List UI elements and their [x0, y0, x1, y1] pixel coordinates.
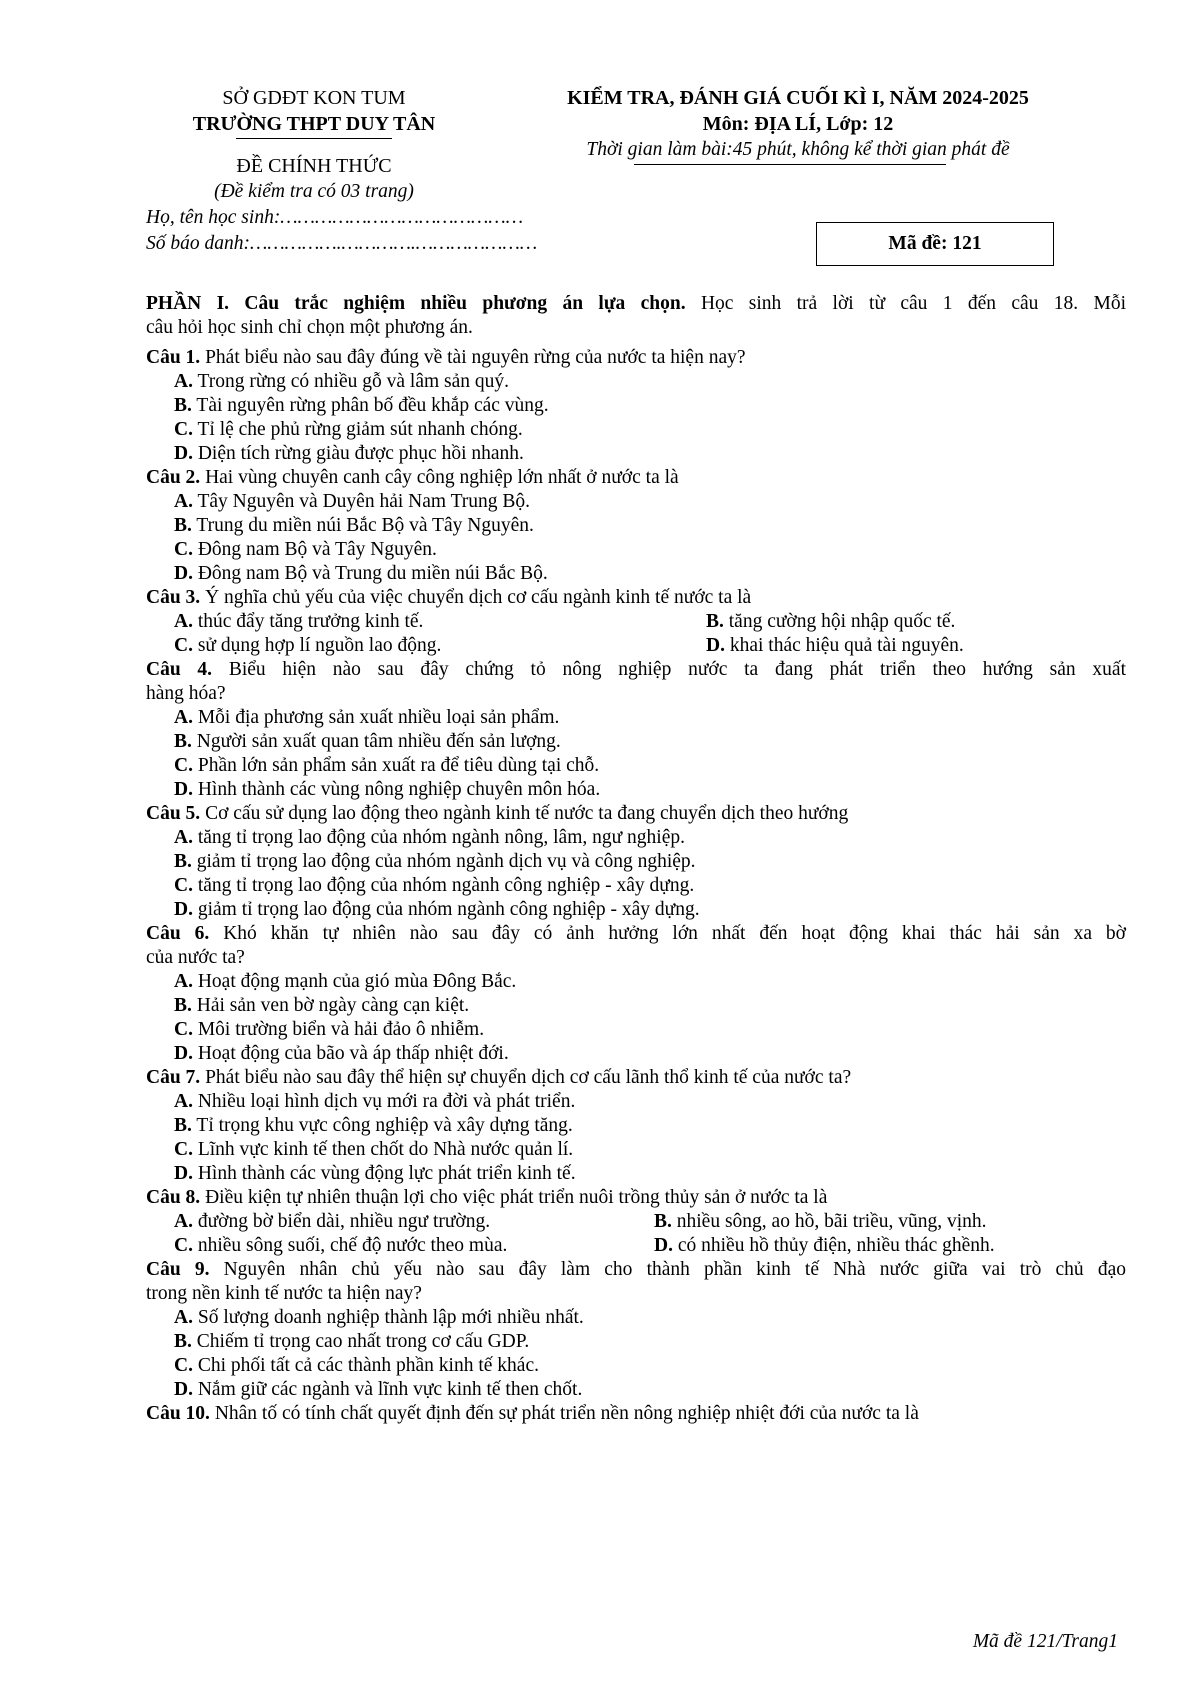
option-a: A. Trong rừng có nhiều gỗ và lâm sản quý. [174, 371, 510, 392]
part1-instructions-line2: câu hỏi học sinh chỉ chọn một phương án. [146, 317, 473, 338]
option-d: D. Diện tích rừng giàu được phục hồi nhanh. [174, 443, 524, 464]
official-label: ĐỀ CHÍNH THỨC [236, 155, 392, 177]
department-name: SỞ GDĐT KON TUM [222, 87, 406, 109]
part1-title: PHẦN I. Câu trắc nghiệm nhiều phương án lựa chọn. [146, 293, 686, 314]
option-c: C. Lĩnh vực kinh tế then chốt do Nhà nước quản lí. [174, 1139, 574, 1160]
question-3: Câu 3. Ý nghĩa chủ yếu của việc chuyển dịch cơ cấu ngành kinh tế nước ta là [146, 587, 752, 608]
option-b: B. tăng cường hội nhập quốc tế. [706, 611, 956, 632]
school-name: TRƯỜNG THPT DUY TÂN [192, 113, 436, 135]
time-note: Thời gian làm bài:45 phút, không kể thời gian phát đề [586, 139, 1010, 160]
option-d: D. giảm tỉ trọng lao động của nhóm ngành công nghiệp - xây dựng. [174, 899, 700, 920]
option-b: B. Tài nguyên rừng phân bố đều khắp các vùng. [174, 395, 549, 416]
option-c: C. Đông nam Bộ và Tây Nguyên. [174, 539, 437, 560]
part1-heading [146, 292, 1126, 316]
option-b: B. giảm tỉ trọng lao động của nhóm ngành dịch vụ và công nghiệp. [174, 851, 696, 872]
student-id-field: Số báo danh:…………….………….………………… [146, 233, 538, 254]
option-d: D. Hình thành các vùng động lực phát triển kinh tế. [174, 1163, 576, 1184]
option-a: A. Tây Nguyên và Duyên hải Nam Trung Bộ. [174, 491, 531, 512]
question-9: Câu 9. Nguyên nhân chủ yếu nào sau đây làm cho thành phần kinh tế Nhà nước giữa vai trò chủ đạo [146, 1259, 1126, 1280]
option-c: C. tăng tỉ trọng lao động của nhóm ngành công nghiệp - xây dựng. [174, 875, 695, 896]
option-a: A. thúc đẩy tăng trưởng kinh tế. [174, 611, 424, 632]
option-d: D. Hình thành các vùng nông nghiệp chuyên môn hóa. [174, 779, 601, 800]
question-label: Câu 1. [146, 347, 201, 368]
option-a: A. Hoạt động mạnh của gió mùa Đông Bắc. [174, 971, 517, 992]
student-name-field: Họ, tên học sinh:…………………………………… [146, 207, 524, 228]
option-d: D. có nhiều hồ thủy điện, nhiều thác ghềnh. [654, 1235, 995, 1256]
option-c: C. sử dụng hợp lí nguồn lao động. [174, 635, 442, 656]
question-4: Câu 4. Biểu hiện nào sau đây chứng tỏ nông nghiệp nước ta đang phát triển theo hướng sản xuất [146, 659, 1126, 680]
question-6: Câu 6. Khó khăn tự nhiên nào sau đây có ảnh hưởng lớn nhất đến hoạt động khai thác hải sản xa bờ [146, 923, 1126, 944]
question-text: Phát biểu nào sau đây đúng về tài nguyên rừng của nước ta hiện nay? [200, 347, 746, 368]
question-2: Câu 2. Hai vùng chuyên canh cây công nghiệp lớn nhất ở nước ta là [146, 467, 679, 488]
page-footer: Mã đề 121/Trang1 [972, 1631, 1118, 1652]
option-c: C. Tỉ lệ che phủ rừng giảm sút nhanh chóng. [174, 419, 523, 440]
option-d: D. Đông nam Bộ và Trung du miền núi Bắc Bộ. [174, 563, 548, 584]
option-a: A. Nhiều loại hình dịch vụ mới ra đời và phát triển. [174, 1091, 576, 1112]
option-row [146, 634, 1126, 658]
question-1 [146, 346, 1126, 370]
question-6-cont: của nước ta? [146, 947, 245, 968]
option-b: B. nhiều sông, ao hồ, bãi triều, vũng, vịnh. [654, 1211, 987, 1232]
option-b: B. Hải sản ven bờ ngày càng cạn kiệt. [174, 995, 470, 1016]
option-b: B. Chiếm tỉ trọng cao nhất trong cơ cấu GDP. [174, 1331, 530, 1352]
school-underline [236, 138, 392, 139]
question-8: Câu 8. Điều kiện tự nhiên thuận lợi cho việc phát triển nuôi trồng thủy sản ở nước ta là [146, 1187, 828, 1208]
option-c: C. Môi trường biển và hải đảo ô nhiễm. [174, 1019, 485, 1040]
option-c: C. Chi phối tất cả các thành phần kinh tế khác. [174, 1355, 539, 1376]
option-a: A. Số lượng doanh nghiệp thành lập mới nhiều nhất. [174, 1307, 584, 1328]
option-a: A. Mỗi địa phương sản xuất nhiều loại sản phẩm. [174, 707, 560, 728]
time-underline [634, 164, 946, 165]
question-5: Câu 5. Cơ cấu sử dụng lao động theo ngành kinh tế nước ta đang chuyển dịch theo hướng [146, 803, 849, 824]
question-7: Câu 7. Phát biểu nào sau đây thể hiện sự chuyển dịch cơ cấu lãnh thổ kinh tế của nước ta? [146, 1067, 852, 1088]
question-list [146, 292, 1126, 1426]
pages-note: (Đề kiểm tra có 03 trang) [214, 181, 414, 202]
option-d: D. khai thác hiệu quả tài nguyên. [706, 635, 964, 656]
exam-code: Mã đề: 121 [888, 233, 982, 254]
exam-title: KIỂM TRA, ĐÁNH GIÁ CUỐI KÌ I, NĂM 2024-2025 [567, 87, 1029, 109]
question-10: Câu 10. Nhân tố có tính chất quyết định đến sự phát triển nền nông nghiệp nhiệt đới của nước ta là [146, 1403, 919, 1424]
subject-line: Môn: ĐỊA LÍ, Lớp: 12 [702, 113, 894, 135]
question-9-cont: trong nền kinh tế nước ta hiện nay? [146, 1283, 422, 1304]
option-b: B. Tỉ trọng khu vực công nghiệp và xây dựng tăng. [174, 1115, 573, 1136]
exam-code-box [816, 222, 1054, 266]
option-row [146, 1234, 1126, 1258]
option-b: B. Trung du miền núi Bắc Bộ và Tây Nguyên. [174, 515, 534, 536]
option-a: A. tăng tỉ trọng lao động của nhóm ngành nông, lâm, ngư nghiệp. [174, 827, 686, 848]
option-d: D. Hoạt động của bão và áp thấp nhiệt đới. [174, 1043, 509, 1064]
option-row [146, 1210, 1126, 1234]
option-c: C. nhiều sông suối, chế độ nước theo mùa. [174, 1235, 508, 1256]
option-c: C. Phần lớn sản phẩm sản xuất ra để tiêu dùng tại chỗ. [174, 755, 600, 776]
option-b: B. Người sản xuất quan tâm nhiều đến sản lượng. [174, 731, 561, 752]
option-d: D. Nắm giữ các ngành và lĩnh vực kinh tế then chốt. [174, 1379, 583, 1400]
option-a: A. đường bờ biển dài, nhiều ngư trường. [174, 1211, 491, 1232]
question-4-cont: hàng hóa? [146, 683, 226, 704]
option-row [146, 610, 1126, 634]
part1-instructions: Học sinh trả lời từ câu 1 đến câu 18. Mỗi [685, 293, 1126, 314]
